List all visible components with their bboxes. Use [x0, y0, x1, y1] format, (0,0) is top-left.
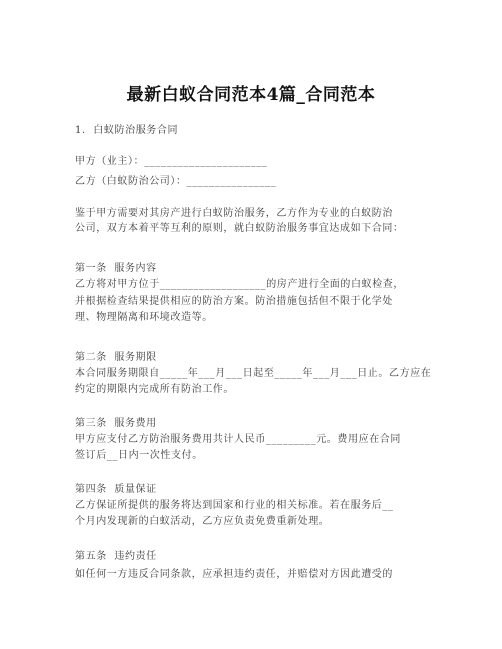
- clause-text: 乙方将对甲方位于___________________的房产进行全面的白蚁检查，: [75, 279, 404, 290]
- clause-text: 乙方保证所提供的服务将达到国家和行业的相关标准。若在服务后__: [75, 500, 394, 511]
- clause-text: 签订后__日内一次性支付。: [75, 450, 203, 461]
- clause-heading: 第四条 质量保证: [75, 484, 157, 495]
- clause-heading: 第二条 服务期限: [75, 352, 157, 363]
- document-title: 最新白蚁合同范本4篇_合同范本: [126, 85, 376, 105]
- party-b-line: 乙方（白蚁防治公司）：________________: [75, 176, 277, 187]
- clause-heading: 第五条 违约责任: [75, 551, 157, 562]
- clause-text: 理、物理隔离和环境改造等。: [75, 312, 213, 323]
- party-a-line: 甲方（业主）：______________________: [75, 156, 268, 167]
- preamble-line: 公司，双方本着平等互利的原则，就白蚁防治服务事宜达成如下合同：: [75, 223, 404, 234]
- clause-text: 约定的期限内完成所有防治工作。: [75, 384, 234, 395]
- clause-text: 个月内发现新的白蚁活动，乙方应负责免费重新处理。: [75, 516, 330, 527]
- section-heading: 1. 白蚁防治服务合同: [75, 125, 179, 136]
- preamble-line: 鉴于甲方需要对其房产进行白蚁防治服务，乙方作为专业的白蚁防治: [75, 208, 393, 219]
- clause-heading: 第三条 服务费用: [75, 418, 157, 429]
- clause-text: 并根据检查结果提供相应的防治方案。防治措施包括但不限于化学处: [75, 296, 393, 307]
- clause-text: 如任何一方违反合同条款，应承担违约责任，并赔偿对方因此遭受的: [75, 569, 393, 580]
- clause-text: 本合同服务期限自_____年___月___日起至_____年___月___日止。乙方应在: [75, 368, 432, 379]
- clause-text: 甲方应支付乙方防治服务费用共计人民币_________元。费用应在合同: [75, 434, 401, 445]
- clause-heading: 第一条 服务内容: [75, 263, 157, 274]
